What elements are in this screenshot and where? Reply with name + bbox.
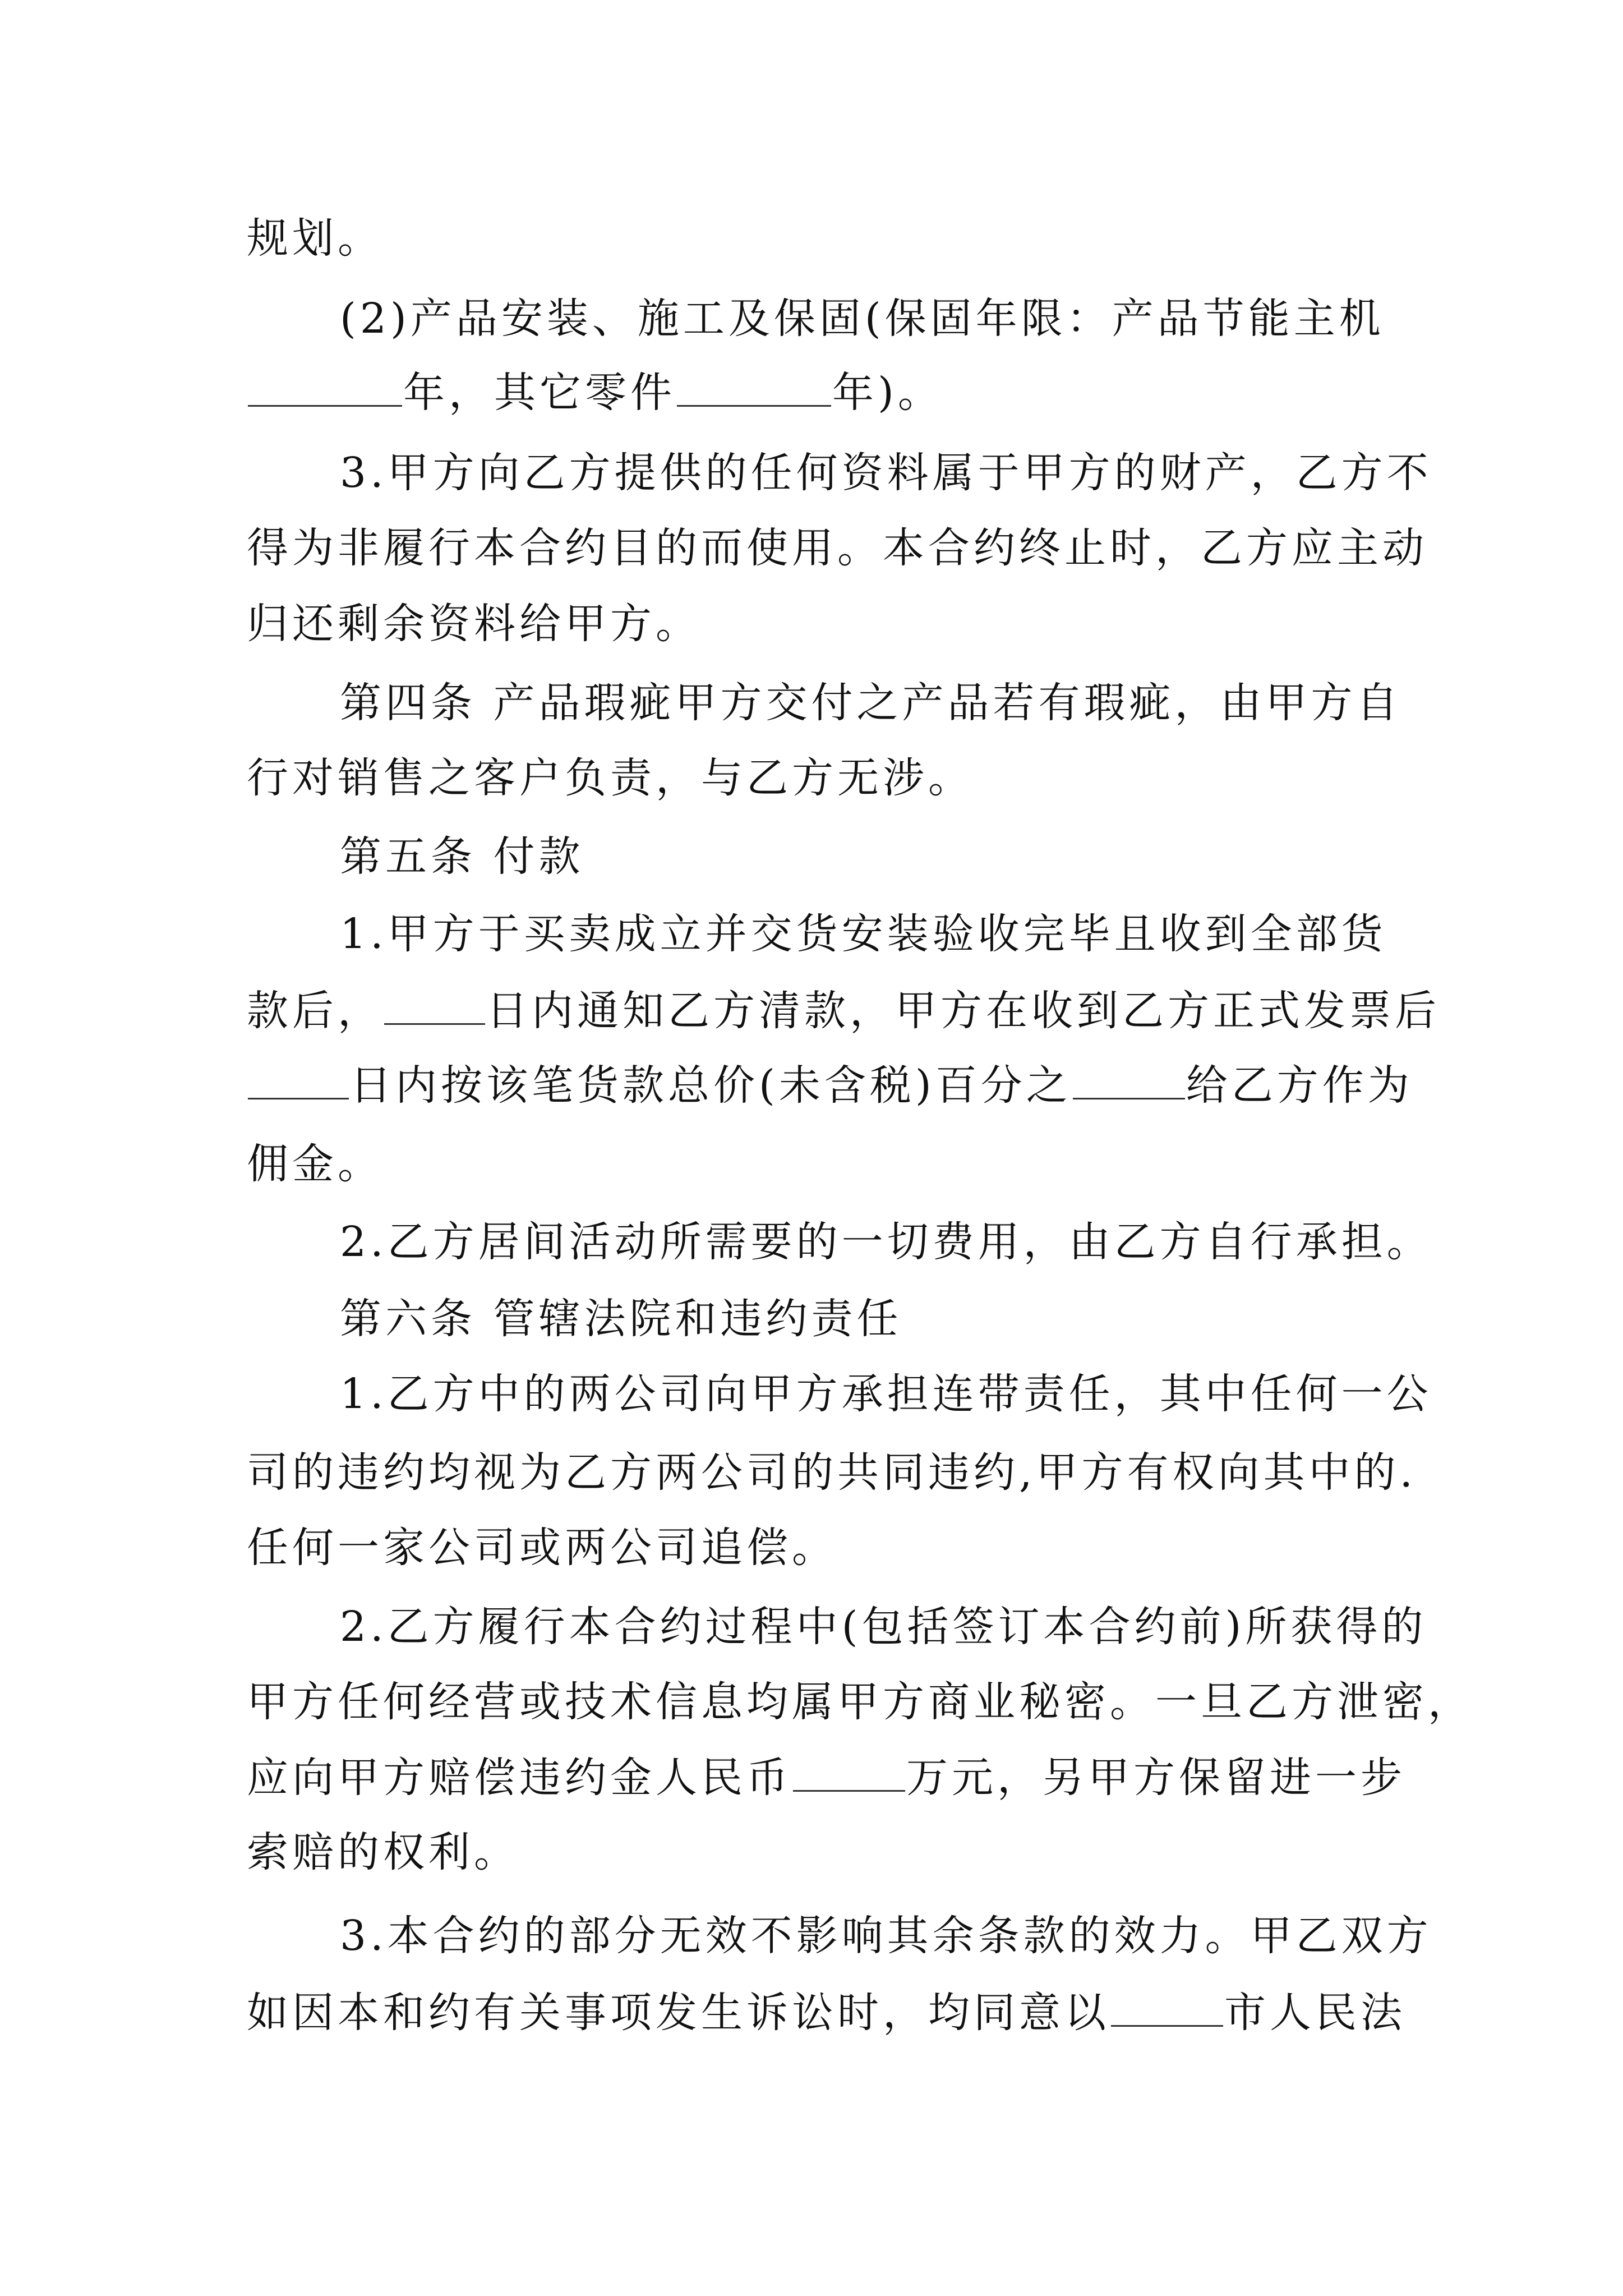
- text-line: [247, 754, 974, 802]
- text-run: 第五条 付款: [340, 832, 584, 881]
- text-line: [247, 1140, 383, 1188]
- fill-in-blank[interactable]: [248, 1064, 349, 1099]
- text-run: 2.乙方居间活动所需要的一切费用，由乙方自行承担。: [340, 1218, 1432, 1266]
- text-run: 任何一家公司或两公司追偿。: [247, 1524, 837, 1572]
- text-run: 给乙方作为: [1186, 1061, 1413, 1110]
- text-run: 第六条 管辖法院和违约责任: [340, 1295, 902, 1343]
- text-run: 日内通知乙方清款，甲方在收到乙方正式发票后: [486, 987, 1440, 1035]
- text-run: 万元，另甲方保留进一步: [906, 1754, 1406, 1802]
- section-heading: [340, 1295, 902, 1343]
- text-run: (2)产品安装、施工及保固(保固年限：产品节能主机: [340, 295, 1385, 343]
- text-line: [340, 1370, 1432, 1418]
- text-run: 3.甲方向乙方提供的任何资料属于甲方的财产，乙方不: [340, 449, 1432, 497]
- text-run: 规划。: [247, 214, 383, 263]
- text-run: 应向甲方赔偿违约金人民币: [247, 1754, 792, 1802]
- text-run: 年，其它零件: [403, 369, 676, 417]
- text-run: 1.甲方于买卖成立并交货安装验收完毕且收到全部货: [340, 910, 1387, 958]
- text-line: [247, 987, 1440, 1035]
- section-heading: [340, 832, 584, 881]
- text-line: [247, 1448, 1417, 1497]
- text-line: [247, 1828, 519, 1876]
- text-run: 日内按该笔货款总价(未含税)百分之: [350, 1061, 1072, 1110]
- fill-in-blank[interactable]: [677, 371, 831, 407]
- text-line: [340, 910, 1387, 958]
- fill-in-blank[interactable]: [1073, 1064, 1185, 1099]
- text-run: 1.乙方中的两公司向甲方承担连带责任，其中任何一公: [340, 1370, 1432, 1418]
- fill-in-blank[interactable]: [384, 990, 485, 1025]
- text-line: [247, 369, 943, 417]
- text-run: 2.乙方履行本合约过程中(包括签订本合约前)所获得的: [340, 1603, 1427, 1651]
- text-line: [340, 1603, 1427, 1651]
- text-line: [247, 600, 701, 648]
- fill-in-blank[interactable]: [248, 371, 402, 407]
- text-run: 如因本和约有关事项发生诉讼时，均同意以: [247, 1989, 1110, 2037]
- text-run: 行对销售之客户负责，与乙方无涉。: [247, 754, 974, 802]
- text-run: 第四条 产品瑕疵甲方交付之产品若有瑕疵，由甲方自: [340, 679, 1402, 727]
- text-line: [340, 1218, 1432, 1266]
- text-run: 司的违约均视为乙方两公司的共同违约,甲方有权向其中的.: [247, 1448, 1417, 1497]
- text-line: [247, 524, 1428, 572]
- fill-in-blank[interactable]: [793, 1756, 905, 1792]
- text-run: 甲方任何经营或技术信息均属甲方商业秘密。一旦乙方泄密，: [247, 1678, 1473, 1726]
- text-line: [247, 214, 383, 263]
- text-run: 得为非履行本合约目的而使用。本合约终止时，乙方应主动: [247, 524, 1428, 572]
- text-run: 索赔的权利。: [247, 1828, 519, 1876]
- text-line: [340, 449, 1432, 497]
- text-run: 归还剩余资料给甲方。: [247, 600, 701, 648]
- fill-in-blank[interactable]: [1111, 1991, 1223, 2027]
- text-run: 年)。: [832, 369, 943, 417]
- text-line: [340, 295, 1385, 343]
- text-line: [247, 1061, 1413, 1110]
- text-line: [247, 1524, 837, 1572]
- text-run: 佣金。: [247, 1140, 383, 1188]
- text-line: [247, 1754, 1406, 1802]
- text-run: 市人民法: [1224, 1989, 1406, 2037]
- text-line: [340, 679, 1402, 727]
- text-run: 款后，: [247, 987, 383, 1035]
- text-line: [340, 1912, 1432, 1960]
- text-line: [247, 1989, 1406, 2037]
- text-line: [247, 1678, 1473, 1726]
- text-run: 3.本合约的部分无效不影响其余条款的效力。甲乙双方: [340, 1912, 1432, 1960]
